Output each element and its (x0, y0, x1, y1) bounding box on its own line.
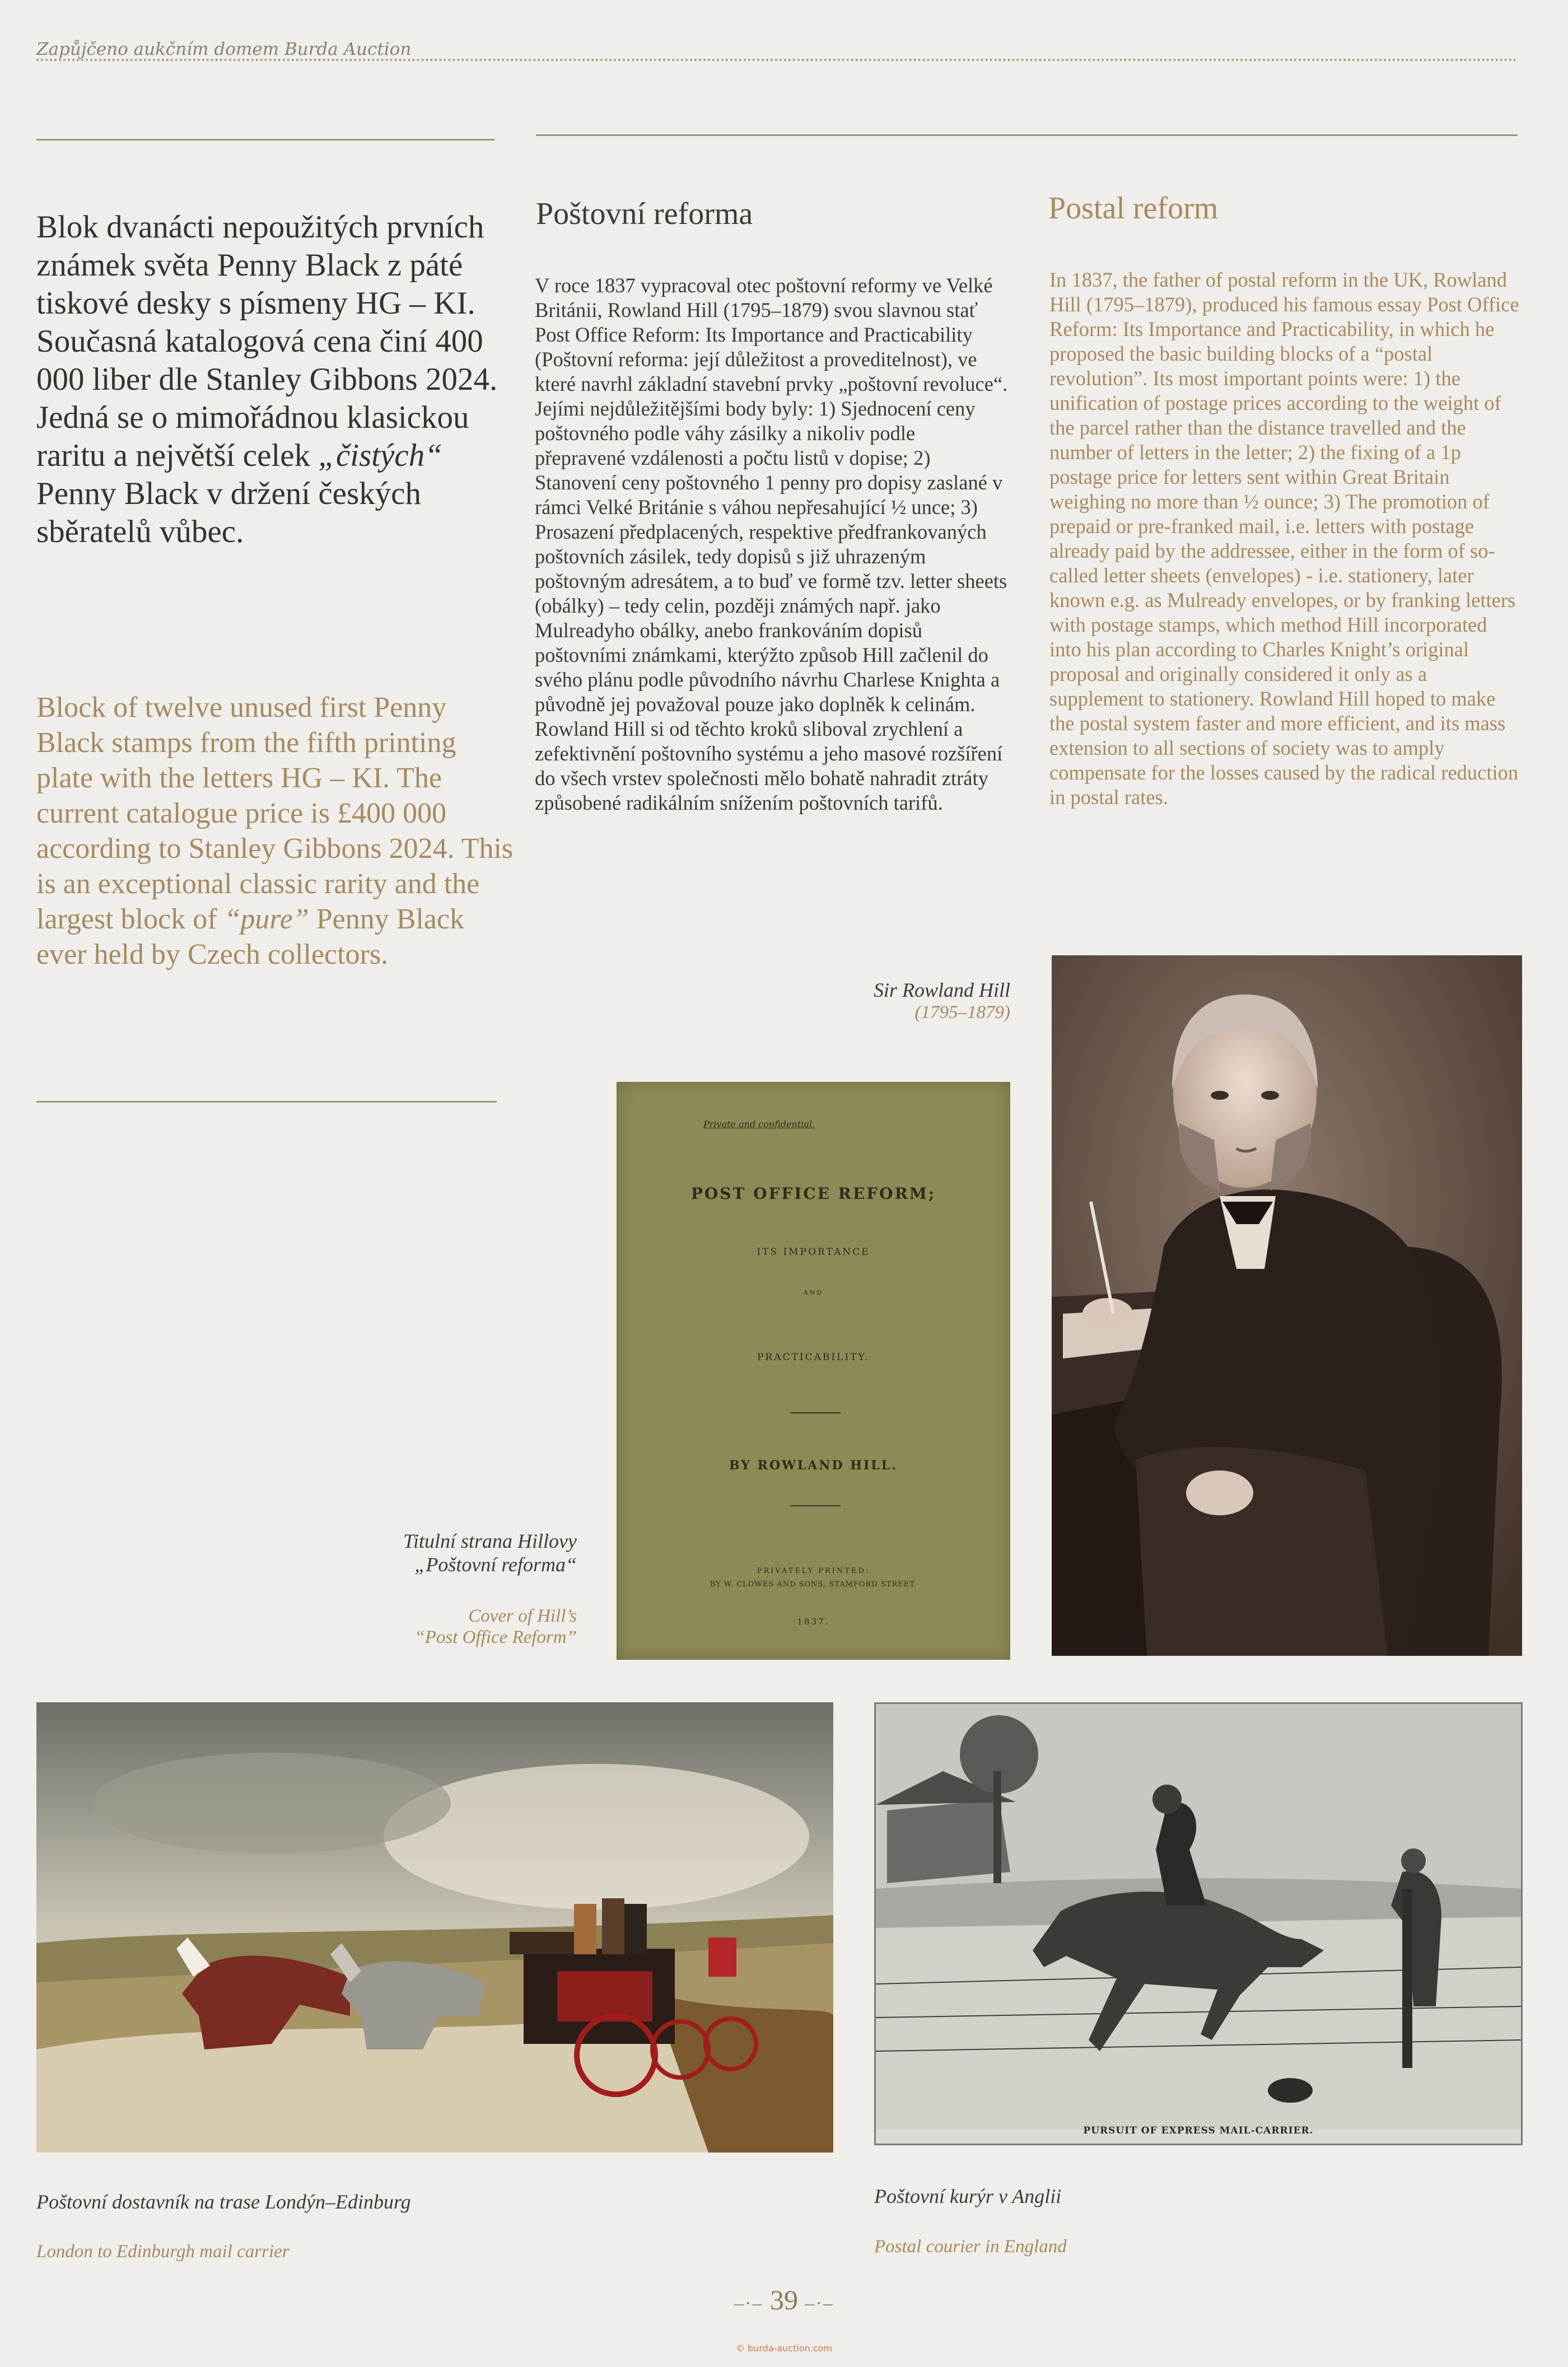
english-heading: Postal reform (1048, 191, 1219, 226)
rowland-hill-portrait (1052, 955, 1522, 1656)
footer-watermark: © burda-auction.com (735, 2343, 833, 2354)
portrait-caption-name: Sir Rowland Hill (873, 979, 1010, 1001)
cover-and: AND (803, 1289, 824, 1296)
mail-coach-painting (36, 1702, 833, 2153)
cover-printer: PRIVATELY PRINTED: (757, 1567, 870, 1575)
courier-engraving (874, 1702, 1523, 2145)
portrait-illustration (1052, 955, 1522, 1656)
intro-czech-emphasis: „čistých“ (318, 438, 442, 473)
page-number-block (689, 2284, 879, 2316)
intro-czech: Blok dvanácti nepoužitých prvních známek světa Penny Black z páté tiskové desky s písmeny HG – KI. Současná katalogová cena činí 400 000 liber dle Stanley Gibbons 2024. Jedná se o mimořádnou klasickou raritu a největší celek „čistých“ Penny Black v držení českých sběratelů vůbec. (36, 209, 498, 549)
intro-english-emphasis: “pure” (224, 903, 309, 935)
portrait-caption-years: (1795–1879) (914, 1002, 1010, 1023)
page-ornament-left: –·– (734, 2293, 763, 2314)
post-office-reform-cover (617, 1082, 1010, 1660)
czech-heading: Poštovní reforma (536, 197, 753, 231)
rule-left-top (36, 139, 494, 141)
cover-title: POST OFFICE REFORM; (690, 1184, 936, 1203)
cover-separator-2 (790, 1505, 841, 1506)
cover-caption-en-2: “Post Office Reform” (414, 1627, 577, 1647)
cover-separator (790, 1412, 841, 1413)
header-credit: Zapůjčeno aukčním domem Burda Auction (36, 39, 412, 59)
courier-caption-en: Postal courier in England (874, 2237, 1067, 2257)
cover-caption-en-1: Cover of Hill’s (468, 1606, 577, 1626)
cover-practicability: PRACTICABILITY. (757, 1352, 870, 1363)
cover-caption-cz-1: Titulní strana Hillovy (403, 1530, 577, 1552)
cover-caption-cz-2: „Poštovní reforma“ (414, 1553, 577, 1576)
engraving-title: PURSUIT OF EXPRESS MAIL-CARRIER. (1083, 2125, 1314, 2136)
header-dotted-rule (36, 59, 1518, 61)
rule-right-top (536, 134, 1518, 136)
coach-caption-en: London to Edinburgh mail carrier (36, 2242, 290, 2262)
page-number: 39 (770, 2284, 798, 2315)
intro-english: Block of twelve unused first Penny Black stamps from the fifth printing plate with the letters HG – KI. The current catalogue price is £400 000 according to Stanley Gibbons 2024. This is an exceptional classic rarity and the largest block of “pure” Penny Black ever held by Czech collectors. (36, 692, 514, 970)
cover-top-note: Private and confidential. (703, 1119, 815, 1129)
engraving-illustration (876, 1704, 1521, 2144)
courier-caption-cz: Poštovní kurýr v Anglii (874, 2185, 1062, 2207)
cover-author: BY ROWLAND HILL. (729, 1458, 898, 1473)
cover-printer-address: BY W. CLOWES AND SONS, STAMFORD STREET. (710, 1580, 917, 1589)
coach-illustration (36, 1702, 833, 2153)
rule-left-bottom (36, 1101, 497, 1103)
czech-body: V roce 1837 vypracoval otec poštovní reformy ve Velké Británii, Rowland Hill (1795–1879) svou slavnou stať Post Office Reform: Its Importance and Practicability (Poštovní reforma: její důležitost a proveditelnost), ve které navrhl základní stavební prvky „poštovní revoluce“. Jejími nejdůležitějšími body byly: 1) Sjednocení ceny poštovného podle váhy zásilky a nikoliv podle přepravené vzdálenosti a počtu listů v dopise; 2) Stanovení ceny poštovného 1 penny pro dopisy zaslané v rámci Velké Británie s váhou nepřesahující ½ unce; 3) Prosazení předplacených, respektive předfrankovaných poštovních zásilek, tedy dopisů s již uhrazeným poštovným adresátem, a to buď ve formě tzv. letter sheets (obálky) – tedy celin, později známých např. jako Mulreadyho obálky, anebo frankováním dopisů poštovními známkami, kterýžto způsob Hill začlenil do svého plánu podle původního návrhu Charlese Knighta a původně jej považoval pouze jako doplněk k celinám. Rowland Hill si od těchto kroků sliboval zrychlení a zefektivnění poštovního systému a jeho masové rozšíření do všech vrstev společnosti mělo bohatě nahradit ztráty způsobené radikálním snížením poštovních tarifů. (535, 274, 1008, 814)
coach-caption-cz: Poštovní dostavník na trase Londýn–Edinburg (36, 2191, 411, 2213)
page-ornament-right: –·– (805, 2293, 834, 2314)
cover-subtitle: ITS IMPORTANCE (757, 1246, 870, 1258)
cover-year: 1837. (797, 1617, 830, 1627)
english-body: In 1837, the father of postal reform in the UK, Rowland Hill (1795–1879), produced his famous essay Post Office Reform: Its Importance and Practicability, in which he proposed the basic building blocks of a “postal revolution”. Its most important points were: 1) the unification of postage prices according to the weight of the parcel rather than the distance travelled and the number of letters in the letter; 2) the fixing of a 1p postage price for letters sent within Great Britain weighing no more than ½ ounce; 3) The promotion of prepaid or pre-franked mail, i.e. letters with postage already paid by the addressee, either in the form of so-called letter sheets (envelopes) - i.e. stationery, later known e.g. as Mulready envelopes, or by franking letters with postage stamps, which method Hill incorporated into his plan according to Charles Knight’s original proposal and originally considered it only as a supplement to stationery. Rowland Hill hoped to make the postal system faster and more efficient, and its mass extension to all sections of society was to amply compensate for the losses caused by the radical reduction in postal rates. (1049, 268, 1519, 809)
